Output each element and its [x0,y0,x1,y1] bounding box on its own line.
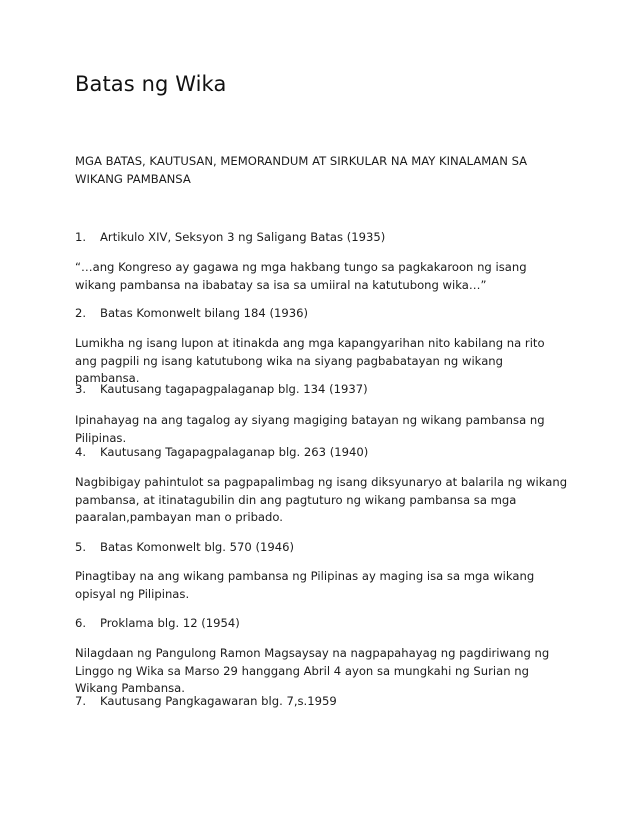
item-number: 7. [75,694,87,708]
item-number: 2. [75,306,87,320]
item-body-5: Pinagtibay na ang wikang pambansa ng Pilipinas ay maging isa sa mga wikang opisyal ng Pilipinas. [75,569,535,601]
item-heading-text: Kautusang Pangkagawaran blg. 7,s.1959 [100,694,337,708]
item-body-3: Ipinahayag na ang tagalog ay siyang magiging batayan ng wikang pambansa ng Pilipinas. [75,413,545,445]
item-body-4: Nagbibigay pahintulot sa pagpapalimbag ng isang diksyunaryo at balarila ng wikang pambansa, at itinatagubilin din ang pagtuturo ng wikang pambansa sa mga paaralan,pambayan man o pribado. [75,475,568,524]
item-heading-5 [75,539,570,557]
item-heading-text: Batas Komonwelt bilang 184 (1936) [100,306,309,320]
item-number: 1. [75,230,87,244]
item-heading-text: Batas Komonwelt blg. 570 (1946) [100,540,295,554]
item-number: 4. [75,445,87,459]
item-heading-text: Kautusang Tagapagpalaganap blg. 263 (1940) [100,445,369,459]
document-subtitle: MGA BATAS, KAUTUSAN, MEMORANDUM AT SIRKULAR NA MAY KINALAMAN SA WIKANG PAMBANSA [75,154,528,186]
document-title: Batas ng Wika [75,72,227,96]
item-heading-4 [75,444,570,462]
item-body-1: “…ang Kongreso ay gagawa ng mga hakbang tungo sa pagkakaroon ng isang wikang pambansa na ibabatay sa isa sa umiiral na katutubong wika…” [75,260,527,292]
item-heading-text: Proklama blg. 12 (1954) [100,616,240,630]
item-body-2: Lumikha ng isang lupon at itinakda ang mga kapangyarihan nito kabilang na rito ang pagpili ng isang katutubong wika na siyang pagbabatayan ng wikang pambansa. [75,336,545,385]
item-number: 3. [75,382,87,396]
item-heading-text: Kautusang tagapagpalaganap blg. 134 (1937) [100,382,368,396]
item-heading-1 [75,229,570,247]
item-heading-6 [75,615,570,633]
item-heading-7 [75,693,570,711]
item-number: 5. [75,540,87,554]
item-heading-3 [75,381,570,399]
item-heading-text: Artikulo XIV, Seksyon 3 ng Saligang Batas (1935) [100,230,386,244]
item-heading-2 [75,305,570,323]
item-number: 6. [75,616,87,630]
item-body-6: Nilagdaan ng Pangulong Ramon Magsaysay na nagpapahayag ng pagdiriwang ng Linggo ng Wika sa Marso 29 hanggang Abril 4 ayon sa mungkahi ng Surian ng Wikang Pambansa. [75,646,550,695]
